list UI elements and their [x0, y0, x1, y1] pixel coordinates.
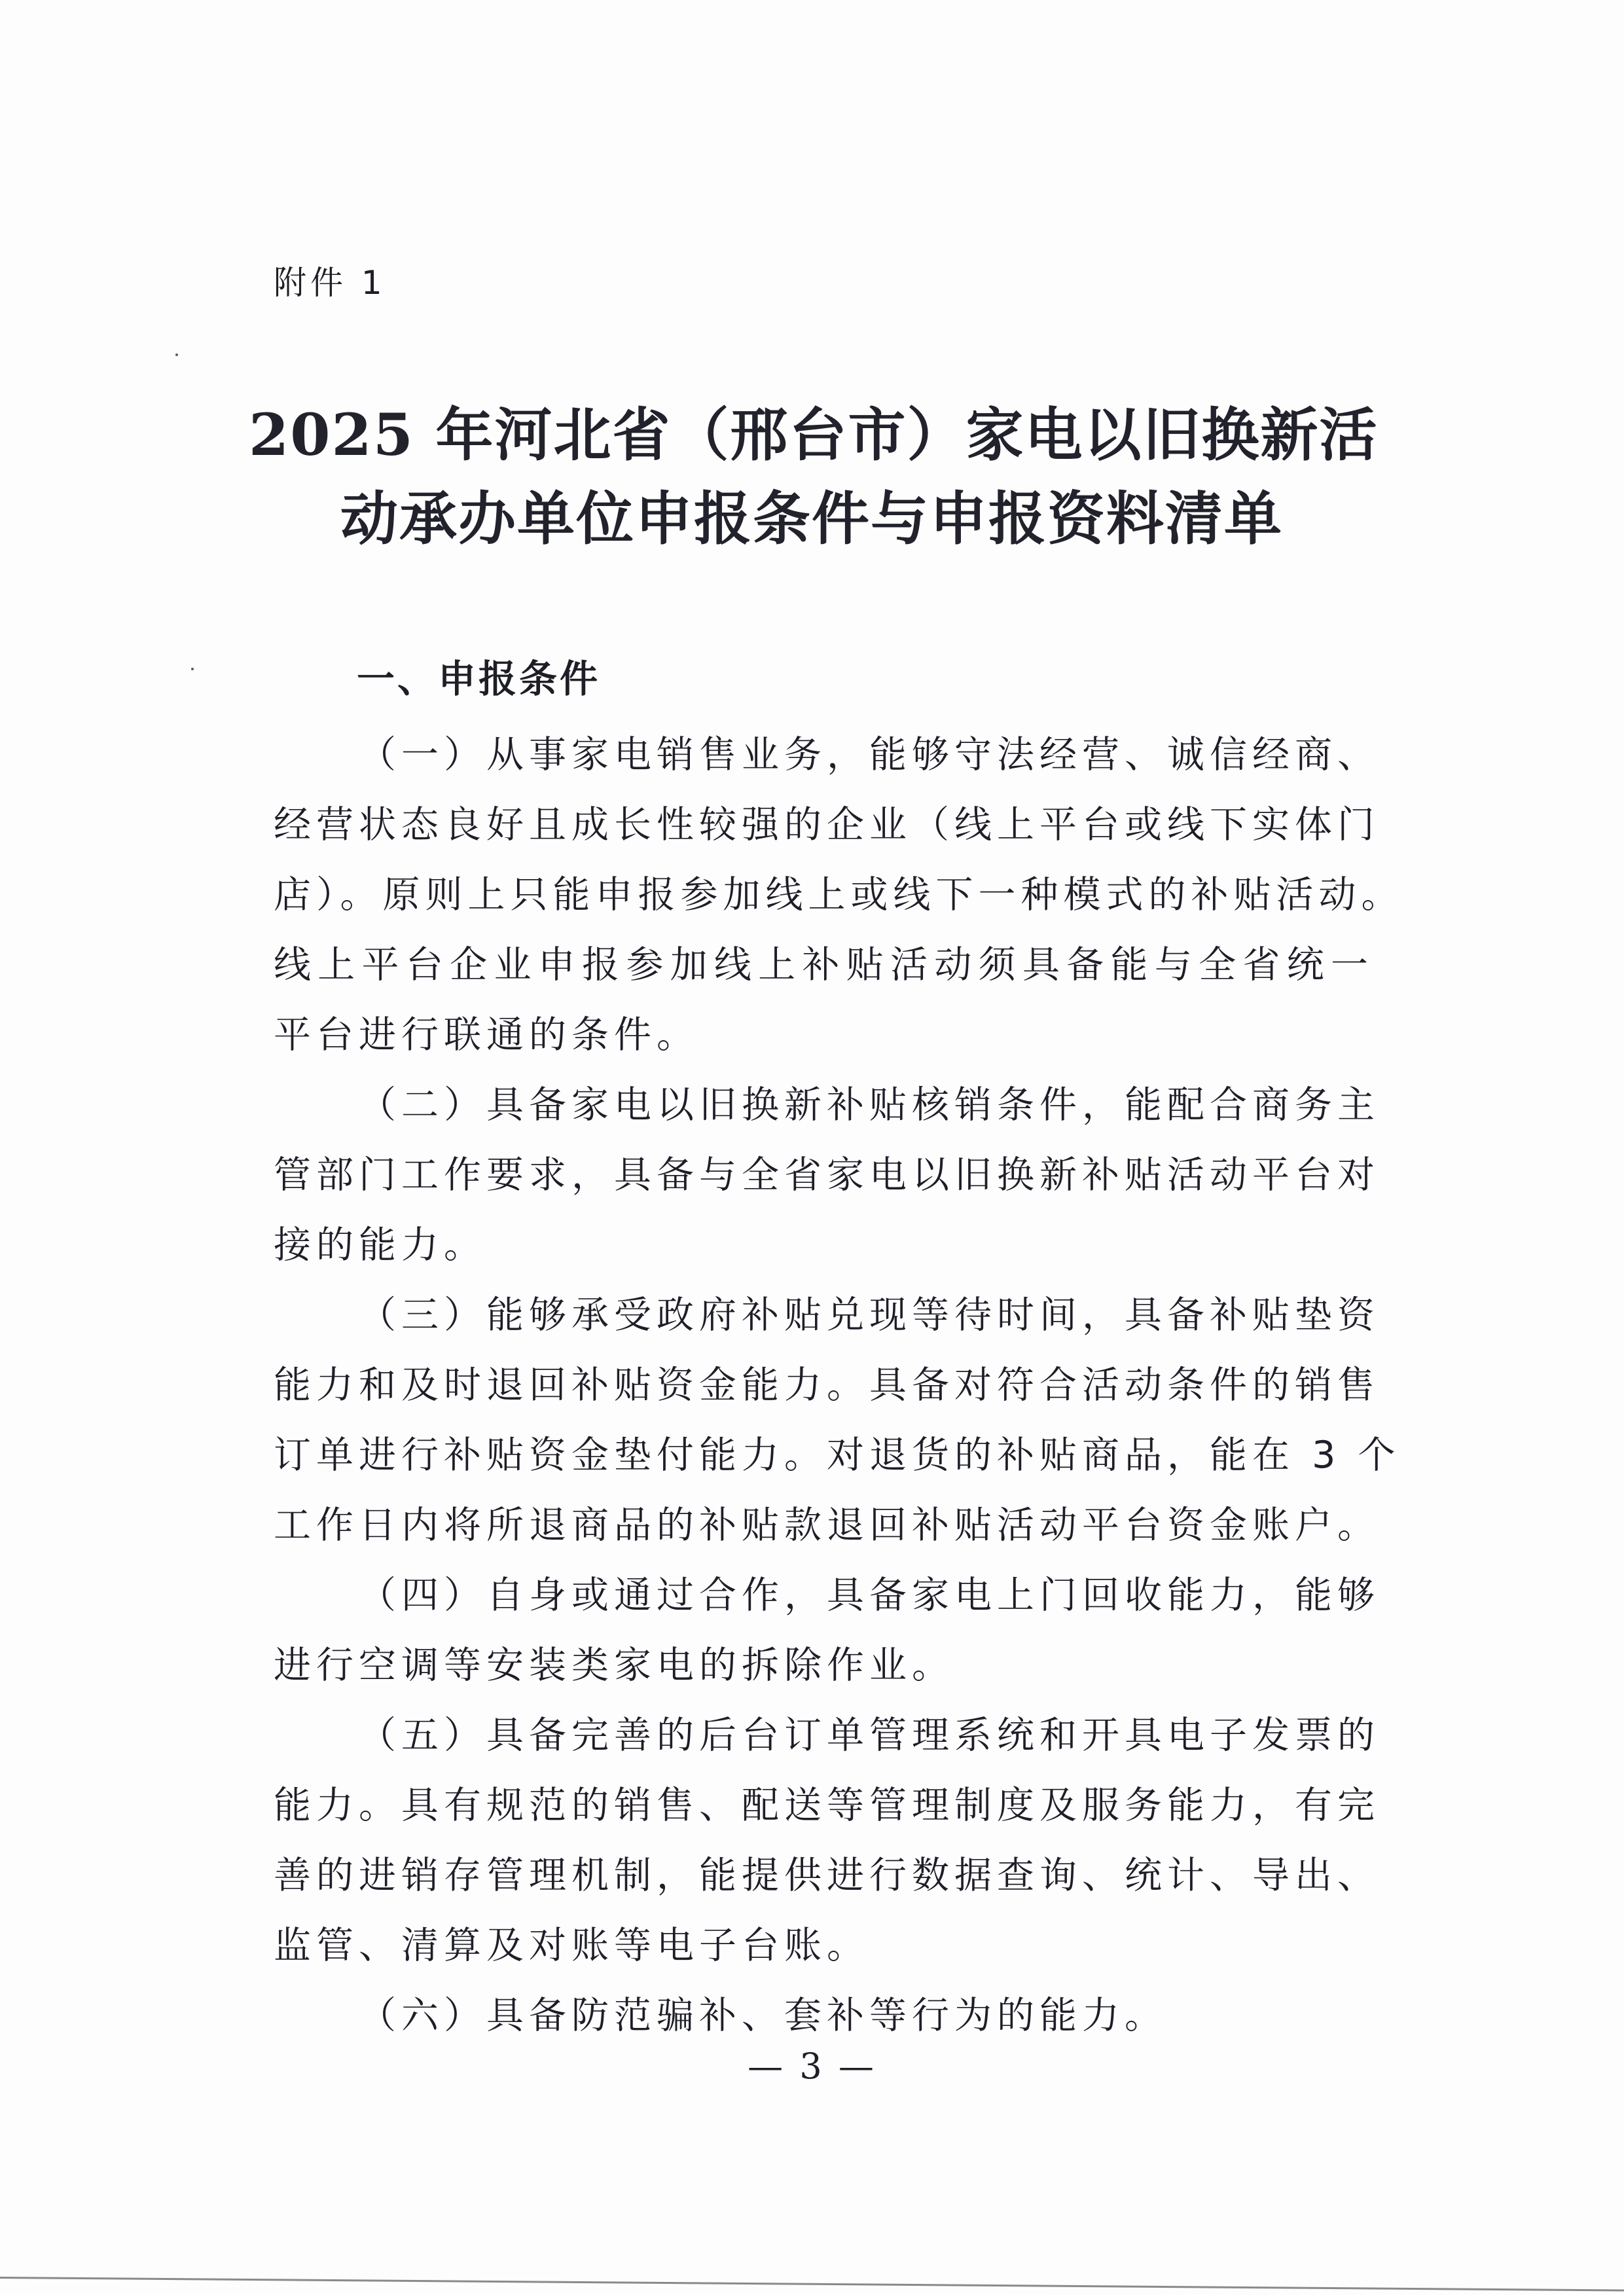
paragraph-line: 善的进销存管理机制，能提供进行数据查询、统计、导出、: [274, 1854, 1380, 1897]
paragraph-line: （二）具备家电以旧换新补贴核销条件，能配合商务主: [359, 1083, 1380, 1127]
paragraph-line: 经营状态良好且成长性较强的企业（线上平台或线下实体门: [274, 803, 1380, 846]
paragraph-line: 管部门工作要求，具备与全省家电以旧换新补贴活动平台对: [274, 1153, 1380, 1197]
section-heading-application-conditions: 一、申报条件: [357, 657, 601, 701]
paragraph-line: 平台进行联通的条件。: [274, 1013, 699, 1057]
paragraph-item-2: [274, 1070, 1380, 1280]
paragraph-line: 订单进行补贴资金垫付能力。对退货的补贴商品，能在 3 个: [274, 1434, 1401, 1477]
scan-dot: [175, 353, 178, 356]
paragraph-item-6: [274, 1981, 1373, 2051]
document-title: [249, 393, 1379, 560]
attachment-label: 附件 1: [274, 264, 386, 302]
paragraph-line: （六）具备防范骗补、套补等行为的能力。: [359, 1994, 1167, 2037]
title-line-2: 动承办单位申报条件与申报资料清单: [340, 484, 1283, 552]
scan-page-edge: [0, 2277, 1624, 2291]
paragraph-item-4: [274, 1561, 1380, 1701]
paragraph-line: （四）自身或通过合作，具备家电上门回收能力，能够: [359, 1574, 1380, 1617]
paragraph-line: 接的能力。: [274, 1223, 486, 1267]
title-line-1: 2025 年河北省（邢台市）家电以旧换新活: [249, 401, 1379, 469]
document-body: [274, 720, 1404, 2051]
paragraph-line: 能力和及时退回补贴资金能力。具备对符合活动条件的销售: [274, 1364, 1380, 1407]
paragraph-line: （一）从事家电销售业务，能够守法经营、诚信经商、: [359, 733, 1380, 776]
paragraph-line: （三）能够承受政府补贴兑现等待时间，具备补贴垫资: [359, 1293, 1380, 1337]
paragraph-line: 监管、清算及对账等电子台账。: [274, 1924, 869, 1967]
paragraph-line: 能力。具有规范的销售、配送等管理制度及服务能力，有完: [274, 1784, 1380, 1827]
paragraph-item-3: [274, 1280, 1401, 1561]
paragraph-item-5: [274, 1701, 1380, 1981]
paragraph-item-1: [274, 720, 1404, 1070]
paragraph-line: （五）具备完善的后台订单管理系统和开具电子发票的: [359, 1714, 1380, 1757]
page-number: — 3 —: [748, 2046, 876, 2087]
paragraph-line: 进行空调等安装类家电的拆除作业。: [274, 1644, 954, 1687]
paragraph-line: 线上平台企业申报参加线上补贴活动须具备能与全省统一: [274, 943, 1373, 986]
scan-dot: [191, 668, 194, 670]
paragraph-line: 工作日内将所退商品的补贴款退回补贴活动平台资金账户。: [274, 1504, 1380, 1547]
paragraph-line: 店）。原则上只能申报参加线上或线下一种模式的补贴活动。: [274, 873, 1404, 916]
